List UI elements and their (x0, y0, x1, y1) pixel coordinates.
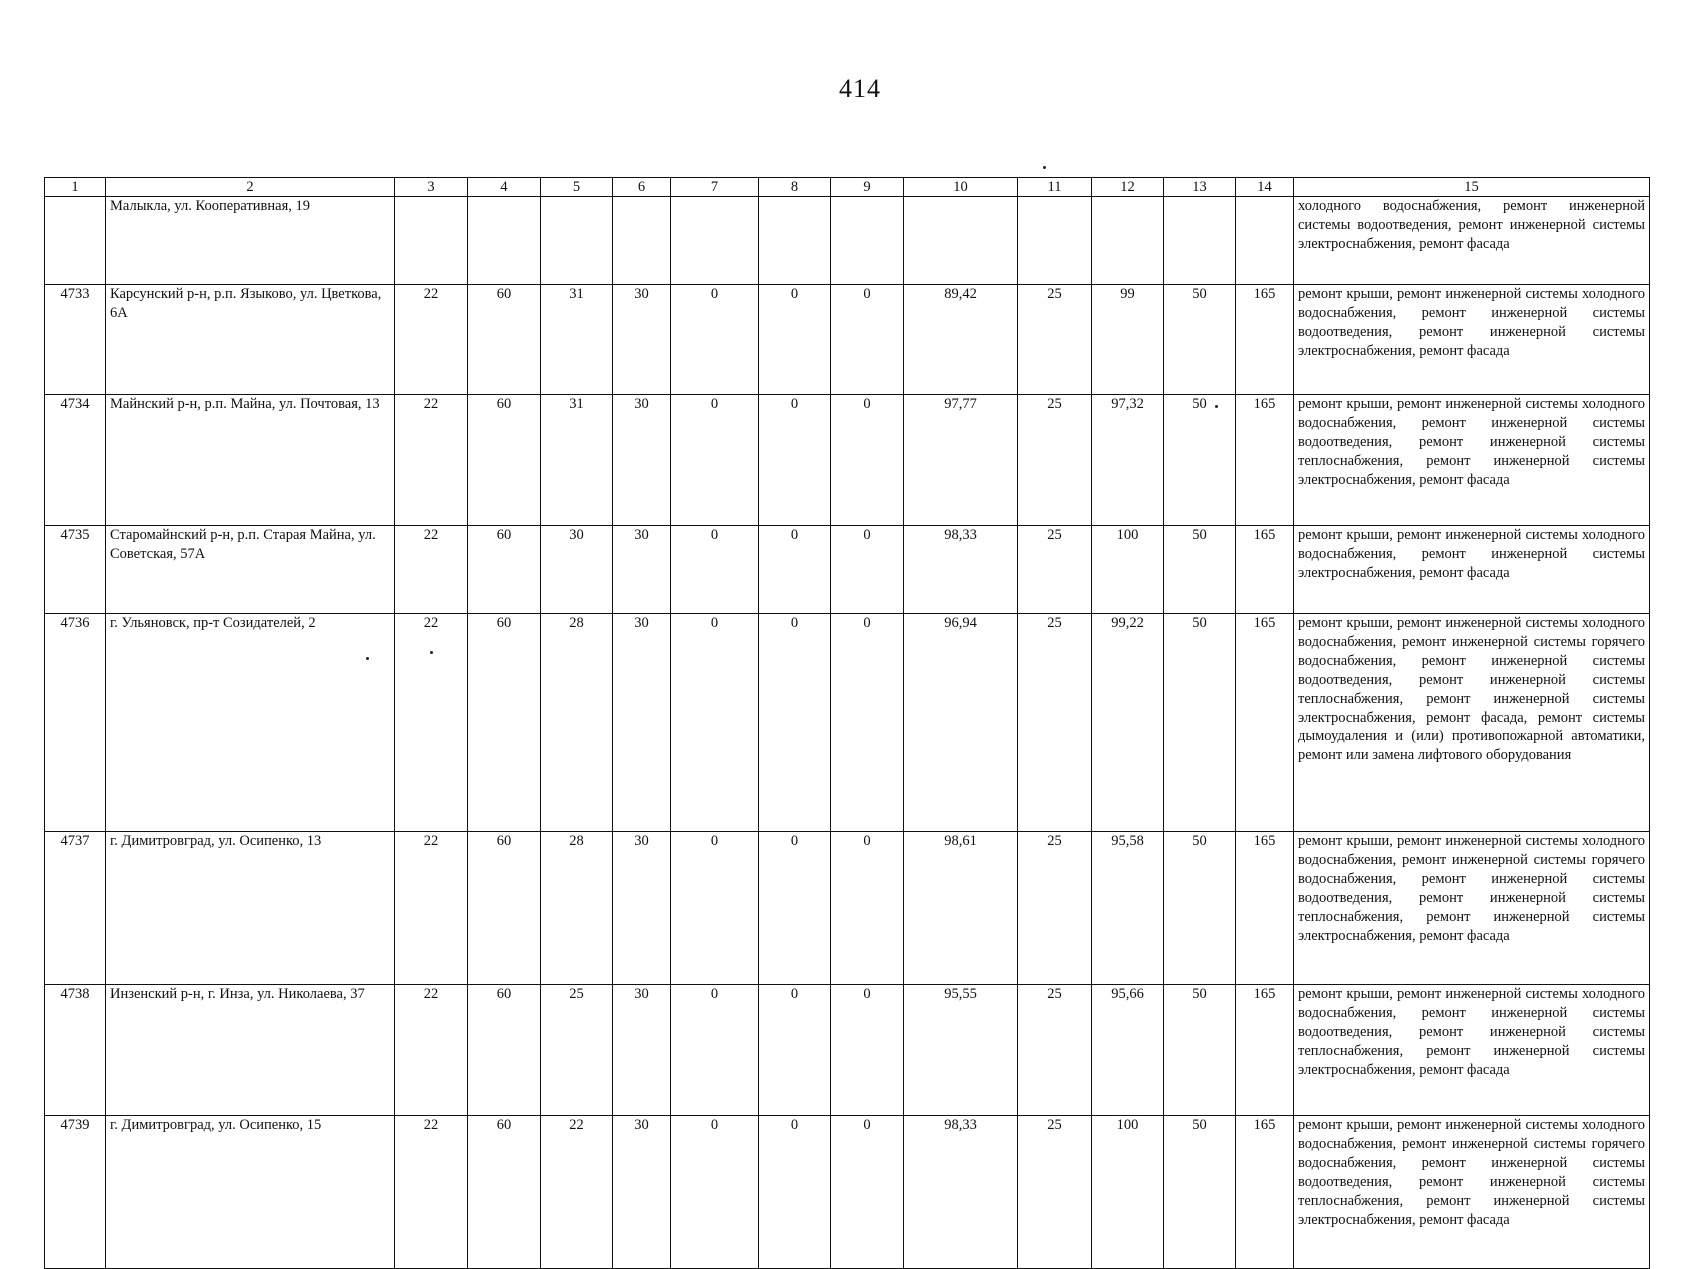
cell-c11: 25 (1018, 832, 1092, 985)
cell-c8: 0 (759, 832, 831, 985)
cell-c8: 0 (759, 1116, 831, 1269)
cell-c14 (1236, 197, 1294, 285)
column-header-15: 15 (1294, 178, 1650, 197)
record-number-cell: 4735 (45, 526, 106, 614)
table-row (45, 1116, 1650, 1269)
cell-c10 (904, 197, 1018, 285)
cell-c9: 0 (831, 1116, 904, 1269)
cell-c11: 25 (1018, 614, 1092, 832)
column-number-header-row (45, 178, 1650, 197)
cell-c12: 99,22 (1092, 614, 1164, 832)
cell-c5: 28 (541, 614, 613, 832)
cell-c12: 100 (1092, 1116, 1164, 1269)
cell-c8: 0 (759, 614, 831, 832)
column-header-2: 2 (106, 178, 395, 197)
repair-works-cell: ремонт крыши, ремонт инженерной системы холодного водоснабжения, ремонт инженерной системы горячего водоснабжения, ремонт инженерной системы водоотведения, ремонт инженерной системы теплоснабжения, ремонт инженерной системы электроснабжения, ремонт фасада, ремонт системы дымоудаления и (или) противопожарной автоматики, ремонт или замена лифтового оборудования (1294, 614, 1650, 832)
cell-c8 (759, 197, 831, 285)
cell-c7: 0 (671, 285, 759, 395)
cell-c14: 165 (1236, 526, 1294, 614)
column-header-12: 12 (1092, 178, 1164, 197)
cell-c4: 60 (468, 285, 541, 395)
cell-c12: 97,32 (1092, 395, 1164, 526)
cell-c11: 25 (1018, 985, 1092, 1116)
cell-c3 (395, 197, 468, 285)
cell-c9: 0 (831, 526, 904, 614)
cell-c5: 31 (541, 395, 613, 526)
cell-c4: 60 (468, 985, 541, 1116)
repair-works-cell: ремонт крыши, ремонт инженерной системы холодного водоснабжения, ремонт инженерной системы горячего водоснабжения, ремонт инженерной системы водоотведения, ремонт инженерной системы теплоснабжения, ремонт инженерной системы электроснабжения, ремонт фасада (1294, 832, 1650, 985)
scan-speck (1043, 166, 1046, 169)
address-cell: г. Димитровград, ул. Осипенко, 13 (106, 832, 395, 985)
cell-c4: 60 (468, 395, 541, 526)
cell-c6 (613, 197, 671, 285)
cell-c13: 50 (1164, 285, 1236, 395)
column-header-5: 5 (541, 178, 613, 197)
cell-c3: 22 (395, 285, 468, 395)
address-cell: Старомайнский р-н, р.п. Старая Майна, ул. Советская, 57А (106, 526, 395, 614)
cell-c10: 98,33 (904, 526, 1018, 614)
cell-c14: 165 (1236, 395, 1294, 526)
column-header-13: 13 (1164, 178, 1236, 197)
column-header-1: 1 (45, 178, 106, 197)
cell-c7: 0 (671, 526, 759, 614)
cell-c3: 22 (395, 395, 468, 526)
cell-c13: 50 (1164, 1116, 1236, 1269)
cell-c6: 30 (613, 614, 671, 832)
column-header-14: 14 (1236, 178, 1294, 197)
cell-c11: 25 (1018, 285, 1092, 395)
cell-c6: 30 (613, 285, 671, 395)
record-number-cell: 4738 (45, 985, 106, 1116)
cell-c6: 30 (613, 832, 671, 985)
cell-c11: 25 (1018, 1116, 1092, 1269)
repair-works-cell: ремонт крыши, ремонт инженерной системы холодного водоснабжения, ремонт инженерной системы водоотведения, ремонт инженерной системы электроснабжения, ремонт фасада (1294, 285, 1650, 395)
cell-c3: 22 (395, 526, 468, 614)
cell-c6: 30 (613, 1116, 671, 1269)
cell-c7: 0 (671, 832, 759, 985)
cell-c14: 165 (1236, 285, 1294, 395)
record-number-cell: 4733 (45, 285, 106, 395)
cell-c13: 50 (1164, 614, 1236, 832)
cell-c13 (1164, 197, 1236, 285)
cell-c5: 22 (541, 1116, 613, 1269)
record-number-cell (45, 197, 106, 285)
cell-c11: 25 (1018, 526, 1092, 614)
cell-c14: 165 (1236, 832, 1294, 985)
cell-c10: 96,94 (904, 614, 1018, 832)
cell-c9: 0 (831, 832, 904, 985)
cell-c7: 0 (671, 985, 759, 1116)
column-header-6: 6 (613, 178, 671, 197)
cell-c3: 22 (395, 614, 468, 832)
column-header-9: 9 (831, 178, 904, 197)
repair-works-cell: ремонт крыши, ремонт инженерной системы холодного водоснабжения, ремонт инженерной системы водоотведения, ремонт инженерной системы теплоснабжения, ремонт инженерной системы электроснабжения, ремонт фасада (1294, 395, 1650, 526)
repair-works-cell: ремонт крыши, ремонт инженерной системы холодного водоснабжения, ремонт инженерной системы горячего водоснабжения, ремонт инженерной системы водоотведения, ремонт инженерной системы теплоснабжения, ремонт инженерной системы электроснабжения, ремонт фасада (1294, 1116, 1650, 1269)
cell-c8: 0 (759, 526, 831, 614)
cell-c10: 97,77 (904, 395, 1018, 526)
record-number-cell: 4739 (45, 1116, 106, 1269)
cell-c10: 89,42 (904, 285, 1018, 395)
column-header-4: 4 (468, 178, 541, 197)
cell-c7: 0 (671, 614, 759, 832)
address-cell: Малыкла, ул. Кооперативная, 19 (106, 197, 395, 285)
column-header-8: 8 (759, 178, 831, 197)
cell-c12: 100 (1092, 526, 1164, 614)
table-row (45, 197, 1650, 285)
cell-c7 (671, 197, 759, 285)
cell-c9 (831, 197, 904, 285)
record-number-cell: 4734 (45, 395, 106, 526)
cell-c12: 99 (1092, 285, 1164, 395)
cell-c3: 22 (395, 985, 468, 1116)
cell-c11 (1018, 197, 1092, 285)
table-row (45, 614, 1650, 832)
address-cell: Карсунский р-н, р.п. Языково, ул. Цветкова, 6А (106, 285, 395, 395)
cell-c13: 50 (1164, 395, 1236, 526)
table-row (45, 395, 1650, 526)
column-header-10: 10 (904, 178, 1018, 197)
cell-c10: 98,61 (904, 832, 1018, 985)
cell-c9: 0 (831, 985, 904, 1116)
record-number-cell: 4737 (45, 832, 106, 985)
repair-works-cell: ремонт крыши, ремонт инженерной системы холодного водоснабжения, ремонт инженерной системы электроснабжения, ремонт фасада (1294, 526, 1650, 614)
cell-c8: 0 (759, 285, 831, 395)
record-number-cell: 4736 (45, 614, 106, 832)
cell-c8: 0 (759, 985, 831, 1116)
cell-c3: 22 (395, 832, 468, 985)
address-cell: Майнский р-н, р.п. Майна, ул. Почтовая, 13 (106, 395, 395, 526)
cell-c5 (541, 197, 613, 285)
cell-c9: 0 (831, 395, 904, 526)
cell-c14: 165 (1236, 985, 1294, 1116)
cell-c3: 22 (395, 1116, 468, 1269)
table-row (45, 285, 1650, 395)
cell-c4: 60 (468, 614, 541, 832)
cell-c8: 0 (759, 395, 831, 526)
cell-c13: 50 (1164, 985, 1236, 1116)
column-header-11: 11 (1018, 178, 1092, 197)
cell-c6: 30 (613, 985, 671, 1116)
cell-c6: 30 (613, 395, 671, 526)
repair-works-cell: холодного водоснабжения, ремонт инженерной системы водоотведения, ремонт инженерной системы электроснабжения, ремонт фасада (1294, 197, 1650, 285)
address-cell: Инзенский р-н, г. Инза, ул. Николаева, 37 (106, 985, 395, 1116)
cell-c12 (1092, 197, 1164, 285)
cell-c5: 28 (541, 832, 613, 985)
cell-c7: 0 (671, 1116, 759, 1269)
table-body (45, 197, 1650, 1269)
cell-c12: 95,66 (1092, 985, 1164, 1116)
cell-c10: 95,55 (904, 985, 1018, 1116)
table-row (45, 985, 1650, 1116)
table-row (45, 526, 1650, 614)
cell-c6: 30 (613, 526, 671, 614)
cell-c9: 0 (831, 285, 904, 395)
cell-c13: 50 (1164, 832, 1236, 985)
column-header-3: 3 (395, 178, 468, 197)
cell-c14: 165 (1236, 614, 1294, 832)
column-header-7: 7 (671, 178, 759, 197)
cell-c5: 25 (541, 985, 613, 1116)
cell-c12: 95,58 (1092, 832, 1164, 985)
address-cell: г. Ульяновск, пр-т Созидателей, 2 (106, 614, 395, 832)
cell-c9: 0 (831, 614, 904, 832)
cell-c4: 60 (468, 1116, 541, 1269)
cell-c10: 98,33 (904, 1116, 1018, 1269)
repair-works-cell: ремонт крыши, ремонт инженерной системы холодного водоснабжения, ремонт инженерной системы водоотведения, ремонт инженерной системы теплоснабжения, ремонт инженерной системы электроснабжения, ремонт фасада (1294, 985, 1650, 1116)
table-row (45, 832, 1650, 985)
cell-c7: 0 (671, 395, 759, 526)
address-cell: г. Димитровград, ул. Осипенко, 15 (106, 1116, 395, 1269)
cell-c14: 165 (1236, 1116, 1294, 1269)
repair-register-table (44, 177, 1650, 1269)
cell-c5: 31 (541, 285, 613, 395)
cell-c4 (468, 197, 541, 285)
page-number: 414 (839, 74, 881, 103)
cell-c13: 50 (1164, 526, 1236, 614)
cell-c5: 30 (541, 526, 613, 614)
cell-c4: 60 (468, 526, 541, 614)
cell-c4: 60 (468, 832, 541, 985)
cell-c11: 25 (1018, 395, 1092, 526)
